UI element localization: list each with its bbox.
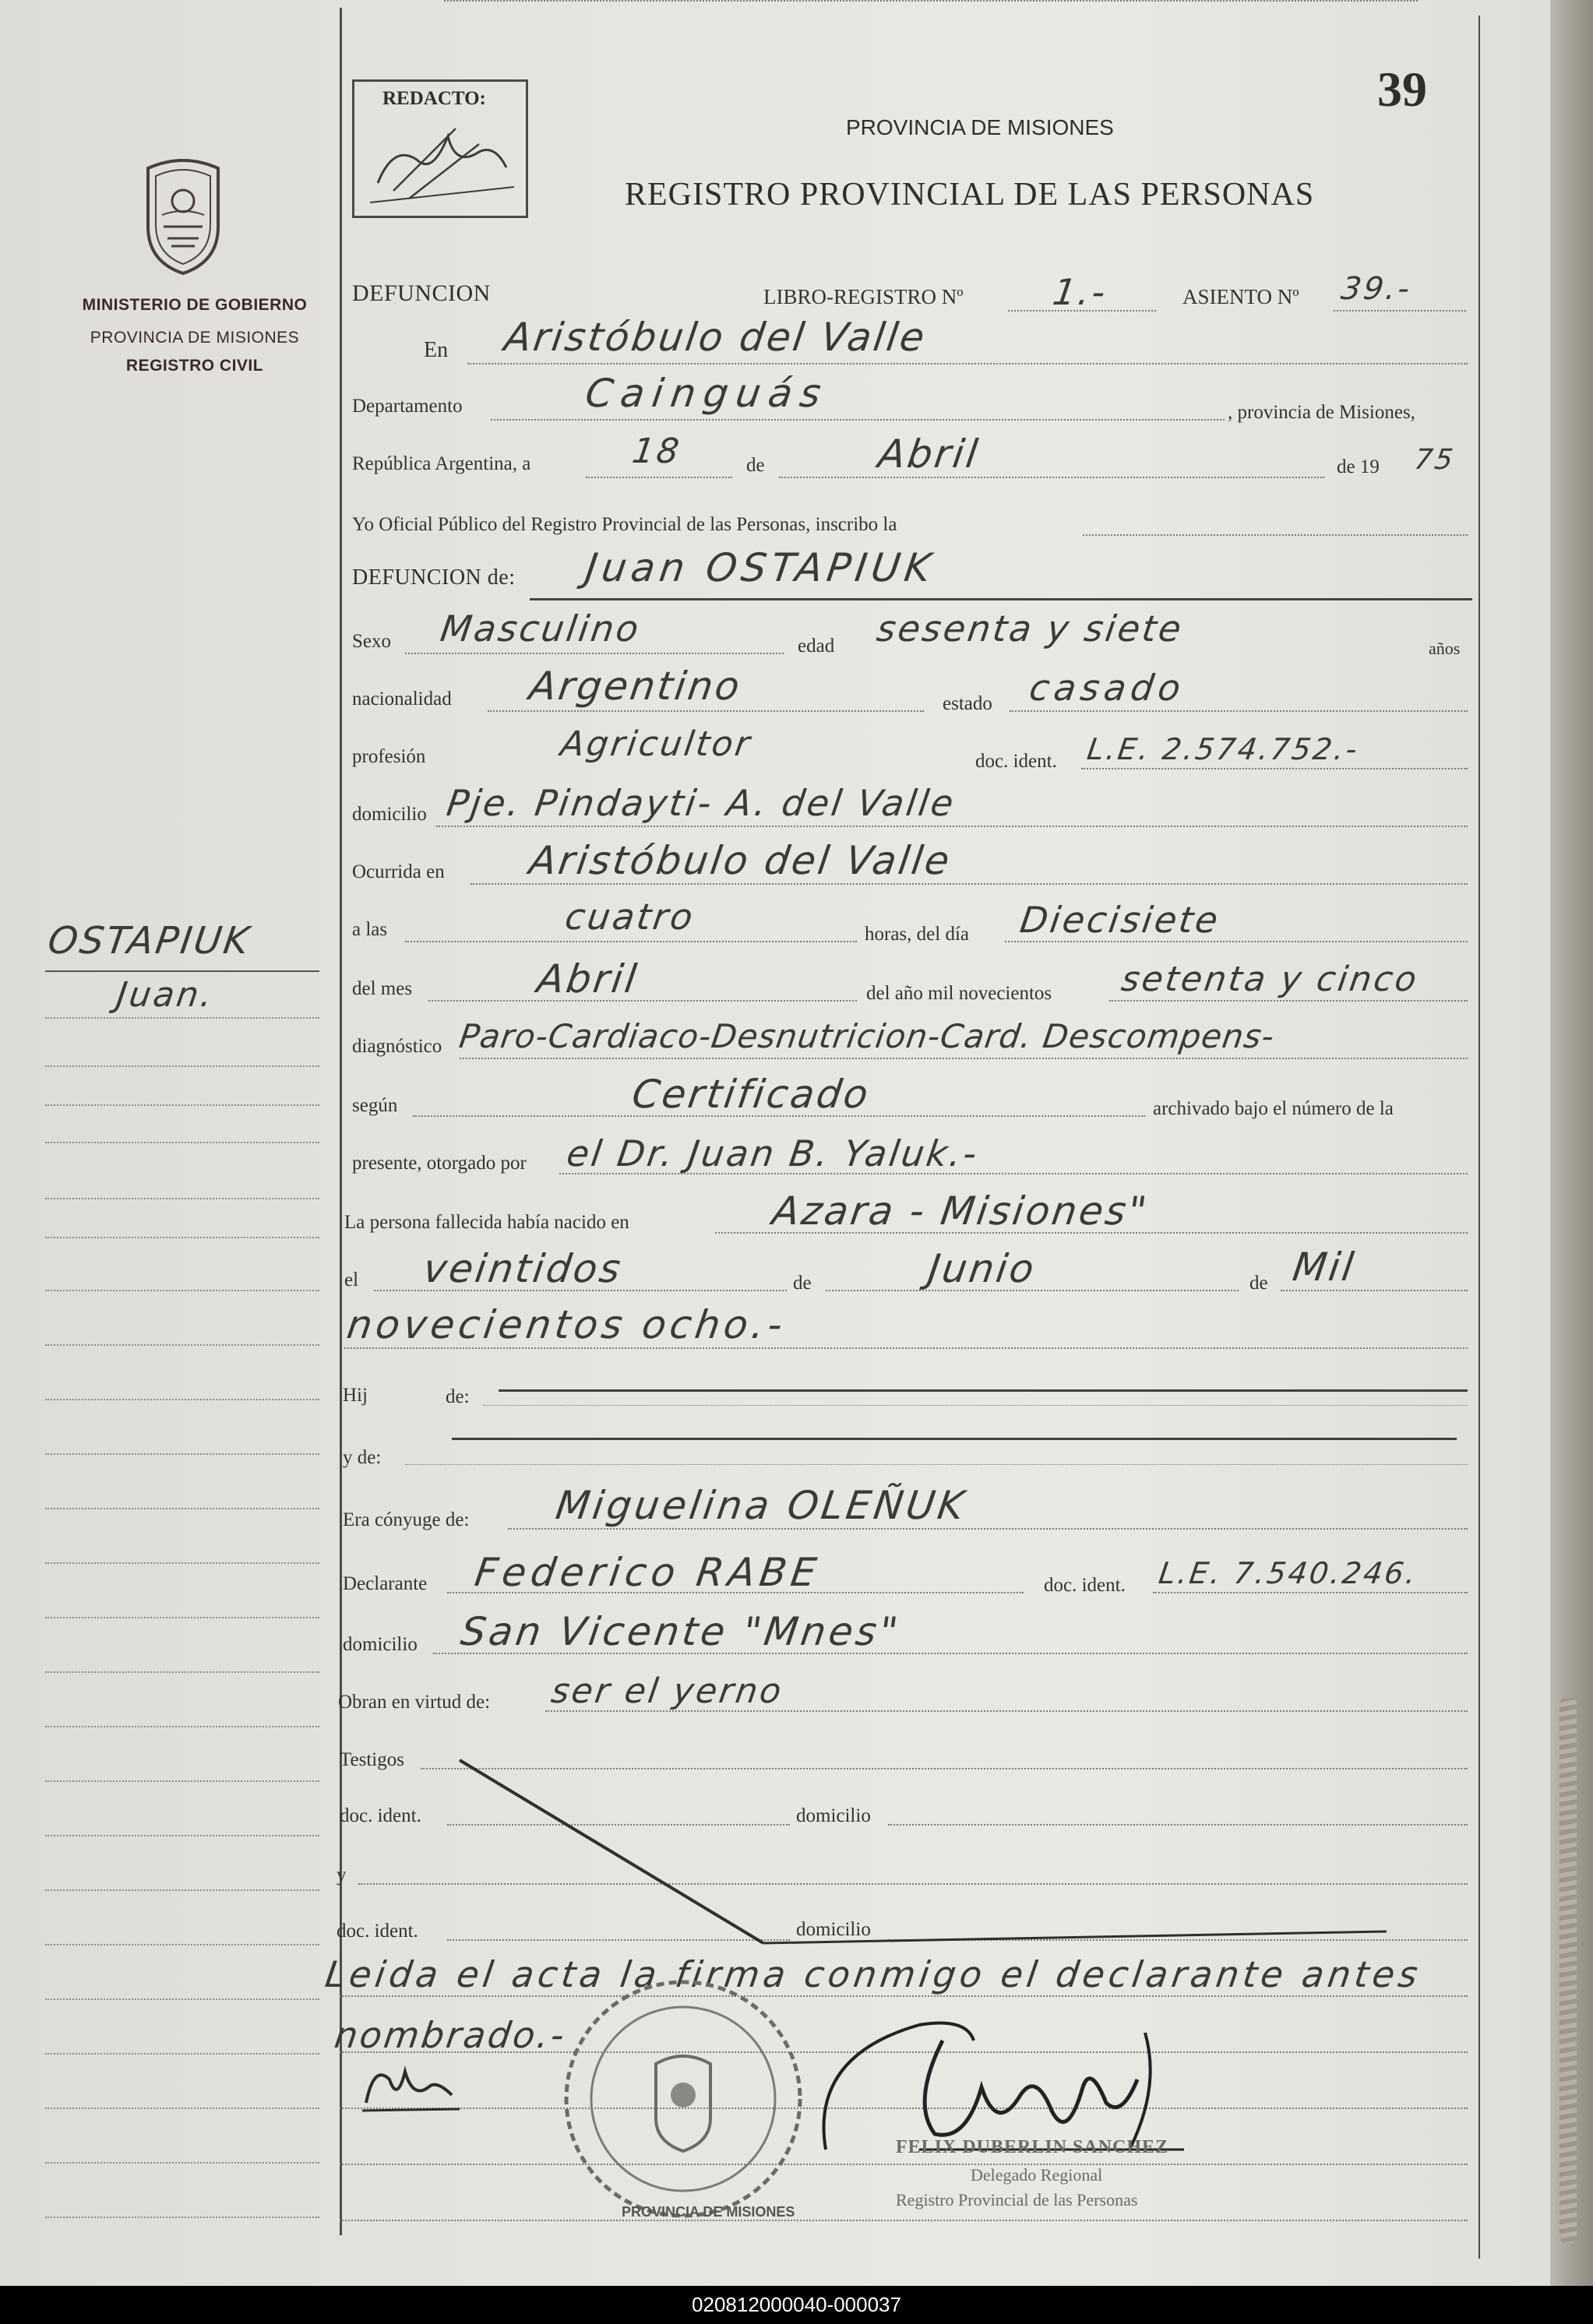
- del-mes-label: del mes: [352, 978, 413, 999]
- date-de-label: de: [746, 455, 765, 476]
- edad-value: sesenta y siete: [874, 607, 1186, 650]
- act-type: DEFUNCION: [352, 280, 491, 306]
- page-number: 39: [1377, 62, 1427, 117]
- testigo-y-label: y: [337, 1864, 347, 1886]
- nacionalidad-label: nacionalidad: [352, 688, 452, 710]
- presente-value: el Dr. Juan B. Yaluk.-: [564, 1132, 982, 1174]
- decl-doc-label: doc. ident.: [1044, 1575, 1126, 1596]
- date-day: 18: [629, 431, 684, 471]
- decl-domicilio-value: San Vicente "Mnes": [457, 1609, 904, 1654]
- header-registry: REGISTRO PROVINCIAL DE LAS PERSONAS: [625, 177, 1315, 213]
- ministry-title: MINISTERIO DE GOBIERNO: [82, 296, 308, 314]
- testigo-doc2-label: doc. ident.: [337, 1921, 418, 1942]
- domicilio-label: domicilio: [352, 804, 427, 825]
- declarant-signature: [358, 2056, 467, 2118]
- redacto-initials-mark: [362, 113, 518, 210]
- a-las-value: cuatro: [562, 896, 698, 938]
- departamento-label: Departamento: [352, 396, 463, 417]
- nac-anio-value: Mil: [1289, 1245, 1359, 1290]
- obran-label: Obran en virtud de:: [338, 1692, 491, 1713]
- doc-ident-value: L.E. 2.574.752.-: [1084, 732, 1362, 766]
- nacionalidad-value: Argentino: [526, 664, 745, 709]
- witness-cancel-strokes: [436, 1752, 1402, 1955]
- nac-dia-value: veintidos: [420, 1246, 626, 1291]
- redacto-box: [352, 79, 528, 218]
- ministry-registry: REGISTRO CIVIL: [125, 357, 264, 375]
- ocurrida-value: Aristóbulo del Valle: [526, 838, 955, 883]
- departamento-value: Cainguás: [582, 371, 832, 416]
- testigo-domicilio2-label: domicilio: [796, 1919, 871, 1940]
- margin-given-name: Juan.: [114, 975, 217, 1015]
- en-value: Aristóbulo del Valle: [501, 315, 930, 360]
- a-las-label: a las: [352, 919, 388, 940]
- edad-label: edad: [798, 636, 835, 657]
- segun-label: según: [352, 1095, 398, 1116]
- signer-name: FELIX DUBERLIN SANCHEZ: [896, 2137, 1169, 2157]
- doc-ident-label: doc. ident.: [975, 751, 1057, 772]
- testigos-label: Testigos: [340, 1749, 404, 1770]
- nacido-label: La persona fallecida había nacido en: [344, 1212, 629, 1233]
- presente-label: presente, otorgado por: [352, 1153, 527, 1174]
- redacto-label: REDACTO:: [382, 88, 486, 109]
- conyuge-value: Miguelina OLEÑUK: [552, 1483, 970, 1528]
- book-binding-edge: [1550, 0, 1593, 2286]
- date-year-prefix: de 19: [1337, 456, 1380, 477]
- signer-office: Registro Provincial de las Personas: [896, 2190, 1138, 2210]
- republica-label: República Argentina, a: [352, 453, 531, 474]
- official-seal: [555, 1970, 812, 2227]
- closing-line-2: nombrado.-: [332, 2014, 569, 2056]
- declarante-value: Federico RABE: [471, 1550, 824, 1595]
- nacido-value: Azara - Misiones": [769, 1188, 1152, 1234]
- estado-value: casado: [1027, 667, 1188, 709]
- estado-label: estado: [943, 693, 992, 714]
- horas-label: horas, del día: [865, 924, 969, 945]
- anio-label: del año mil novecientos: [866, 983, 1052, 1004]
- deceased-name: Juan OSTAPIUK: [582, 545, 939, 590]
- official-statement: Yo Oficial Público del Registro Provincial de las Personas, inscribo la: [352, 514, 897, 535]
- declarante-label: Declarante: [343, 1573, 428, 1594]
- diagnostico-label: diagnóstico: [352, 1036, 442, 1057]
- nac-de-label: de: [793, 1273, 812, 1294]
- archivado-label: archivado bajo el número de la: [1153, 1098, 1394, 1119]
- decl-domicilio-label: domicilio: [343, 1634, 418, 1655]
- segun-value: Certificado: [629, 1072, 873, 1117]
- anio-value: setenta y cinco: [1119, 960, 1422, 999]
- seal-text: PROVINCIA DE MISIONES: [622, 2204, 795, 2220]
- image-footer: [0, 2286, 1593, 2324]
- date-month: Abril: [875, 431, 983, 477]
- dia-value: Diecisiete: [1017, 899, 1223, 941]
- libro-value: 1.-: [1050, 271, 1111, 313]
- profesion-value: Agricultor: [558, 724, 755, 764]
- domicilio-value: Pje. Pindayti- A. del Valle: [444, 782, 959, 824]
- profesion-label: profesión: [352, 746, 426, 767]
- testigo-domicilio-label: domicilio: [796, 1805, 871, 1826]
- en-label: En: [424, 338, 449, 362]
- nac-anio-cont: novecientos ocho.-: [344, 1302, 789, 1347]
- hij-de-label: de:: [446, 1386, 470, 1407]
- sexo-value: Masculino: [438, 607, 643, 650]
- sexo-label: Sexo: [352, 631, 391, 652]
- date-year: 75: [1412, 444, 1457, 476]
- provincia-suffix: , provincia de Misiones,: [1228, 402, 1415, 423]
- closing-line-1: Leida el acta la firma conmigo el declarante antes: [322, 1953, 1425, 1995]
- diagnostico-value: Paro-Cardiaco-Desnutricion-Card. Descompens-: [456, 1017, 1278, 1055]
- ministry-province: PROVINCIA DE MISIONES: [90, 329, 300, 347]
- nac-mes-value: Junio: [925, 1246, 1039, 1291]
- testigo-doc-label: doc. ident.: [340, 1805, 421, 1826]
- coat-of-arms-emblem: [132, 153, 234, 281]
- margin-surname: OSTAPIUK: [45, 919, 254, 963]
- defuncion-de-label: DEFUNCION de:: [352, 565, 516, 590]
- obran-value: ser el yerno: [548, 1671, 786, 1711]
- signer-role: Delegado Regional: [971, 2165, 1103, 2185]
- ocurrida-label: Ocurrida en: [352, 861, 445, 882]
- y-de-label: y de:: [343, 1447, 382, 1468]
- conyuge-label: Era cónyuge de:: [343, 1509, 470, 1530]
- anos-label: años: [1429, 639, 1461, 658]
- mes-value: Abril: [534, 956, 642, 1002]
- decl-doc-value: L.E. 7.540.246.: [1156, 1556, 1420, 1590]
- header-province: PROVINCIA DE MISIONES: [846, 115, 1114, 139]
- hij-label: Hij: [343, 1385, 368, 1406]
- el-label: el: [344, 1269, 359, 1291]
- footer-id: 020812000040-000037: [692, 2293, 901, 2316]
- asiento-value: 39.-: [1338, 271, 1415, 307]
- asiento-label: ASIENTO Nº: [1182, 285, 1299, 308]
- nac-de2-label: de: [1249, 1273, 1268, 1294]
- libro-label: LIBRO-REGISTRO Nº: [763, 285, 964, 308]
